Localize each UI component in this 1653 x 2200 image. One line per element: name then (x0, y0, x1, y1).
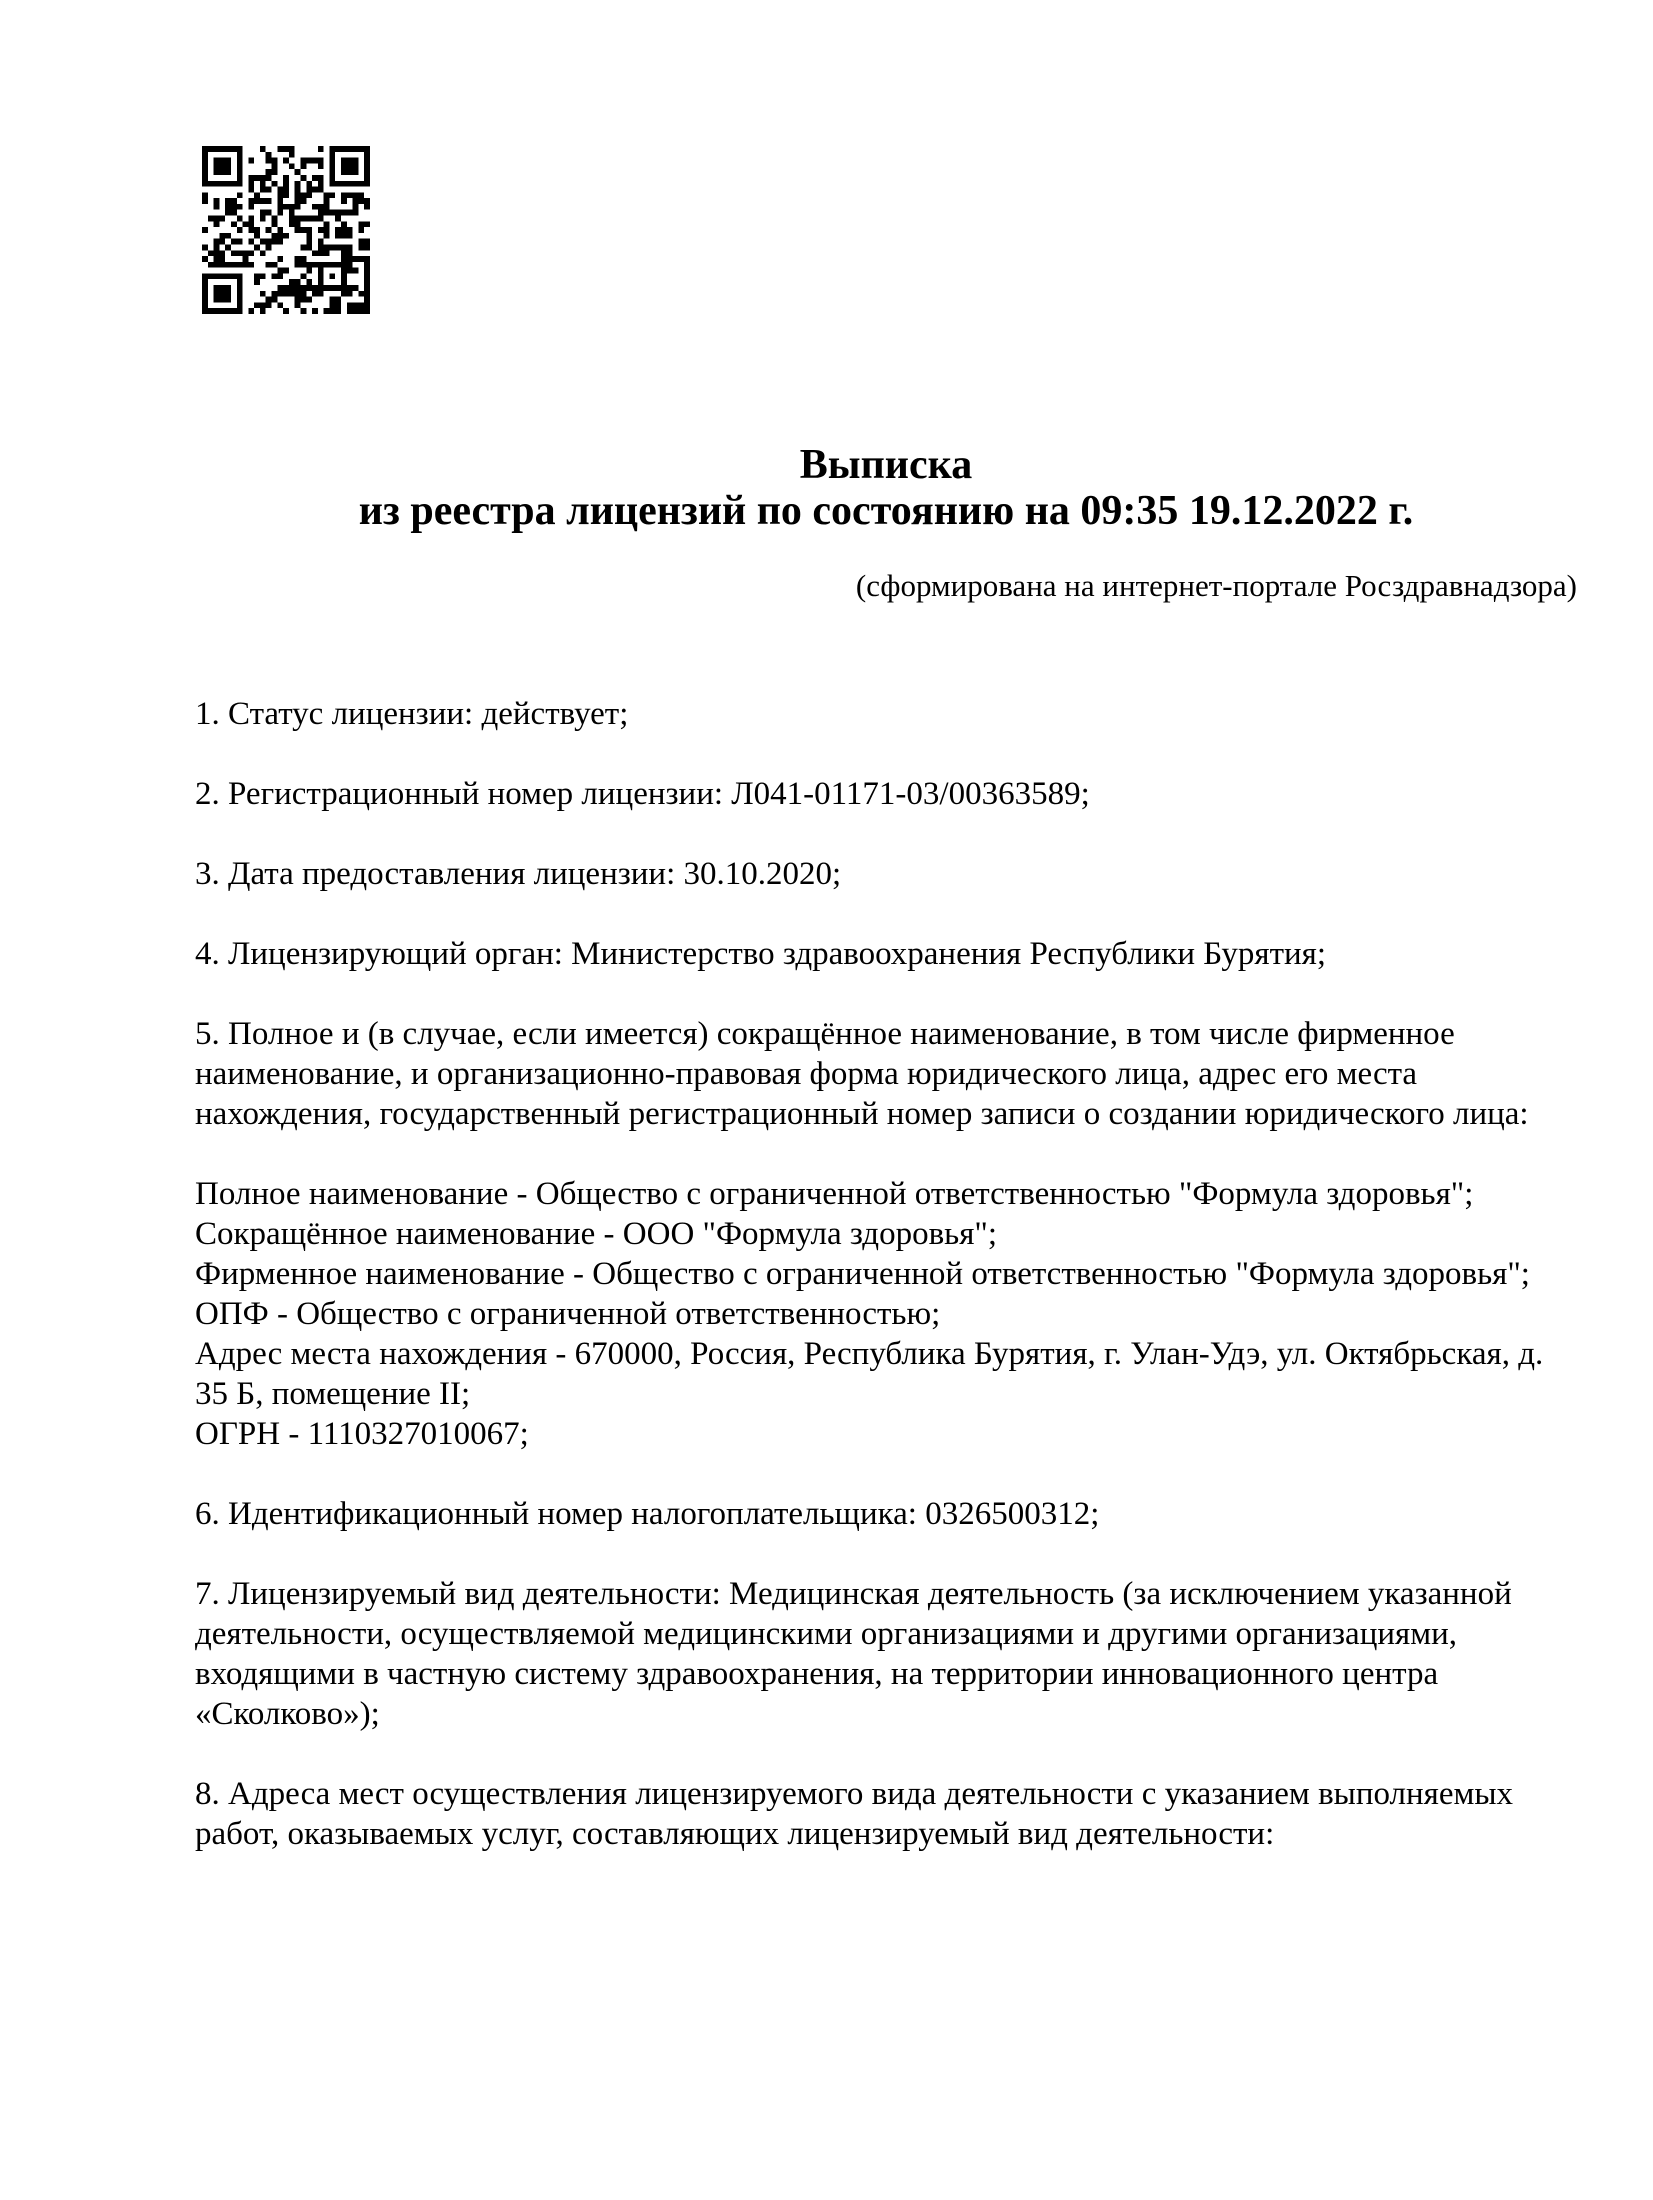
document-subtitle: (сформирована на интернет-портале Росздравнадзора) (855, 568, 1577, 603)
text-line: Адрес места нахождения - 670000, Россия, Республика Бурятия, г. Улан-Удэ, ул. Октябрьская, д. 35 Б, помещение II; (195, 1336, 1544, 1412)
paragraph-org-info-details (195, 1174, 1577, 1454)
text-line: Сокращённое наименование - ООО "Формула здоровья"; (195, 1216, 998, 1252)
document-title (195, 442, 1577, 534)
paragraph-registration-number (195, 774, 1577, 814)
text-line: Фирменное наименование - Общество с ограниченной ответственностью "Формула здоровья"; (195, 1256, 1530, 1292)
text-line: 6. Идентификационный номер налогоплательщика: 0326500312; (195, 1496, 1100, 1532)
paragraph-licensed-activity (195, 1574, 1577, 1734)
text-line: 8. Адреса мест осуществления лицензируемого вида деятельности с указанием выполняемых работ, оказываемых услуг, составляющих лицензируемый вид деятельности: (195, 1776, 1514, 1852)
text-line: ОПФ - Общество с ограниченной ответственностью; (195, 1296, 941, 1332)
paragraph-grant-date (195, 854, 1577, 894)
title-line-2: из реестра лицензий по состоянию на 09:35 19.12.2022 г. (358, 488, 1414, 534)
text-line: 4. Лицензирующий орган: Министерство здравоохранения Республики Бурятия; (195, 936, 1327, 972)
paragraph-license-status (195, 694, 1577, 734)
text-line: 2. Регистрационный номер лицензии: Л041-01171-03/00363589; (195, 776, 1090, 812)
paragraph-taxpayer-id (195, 1494, 1577, 1534)
text-line: 3. Дата предоставления лицензии: 30.10.2020; (195, 856, 842, 892)
text-line: Полное наименование - Общество с ограниченной ответственностью "Формула здоровья"; (195, 1176, 1474, 1212)
paragraph-licensing-authority (195, 934, 1577, 974)
paragraph-activity-addresses-heading (195, 1774, 1577, 1854)
text-line: ОГРН - 1110327010067; (195, 1416, 529, 1452)
text-line: 1. Статус лицензии: действует; (195, 696, 629, 732)
document-content (195, 0, 1577, 1894)
text-line: 7. Лицензируемый вид деятельности: Медицинская деятельность (за исключением указанной деятельности, осуществляемой медицинскими организациями и другими организациями, входящими в частную систему здравоохранения, на территории инновационного центра «Сколково»); (195, 1576, 1512, 1732)
paragraph-org-info-heading (195, 1014, 1577, 1134)
document-body (195, 694, 1577, 1854)
text-line: 5. Полное и (в случае, если имеется) сокращённое наименование, в том числе фирменное наименование, и организационно-правовая форма юридического лица, адрес его места нахождения, государственный регистрационный номер записи о создании юридического лица: (195, 1016, 1529, 1132)
title-line-1: Выписка (799, 442, 973, 488)
